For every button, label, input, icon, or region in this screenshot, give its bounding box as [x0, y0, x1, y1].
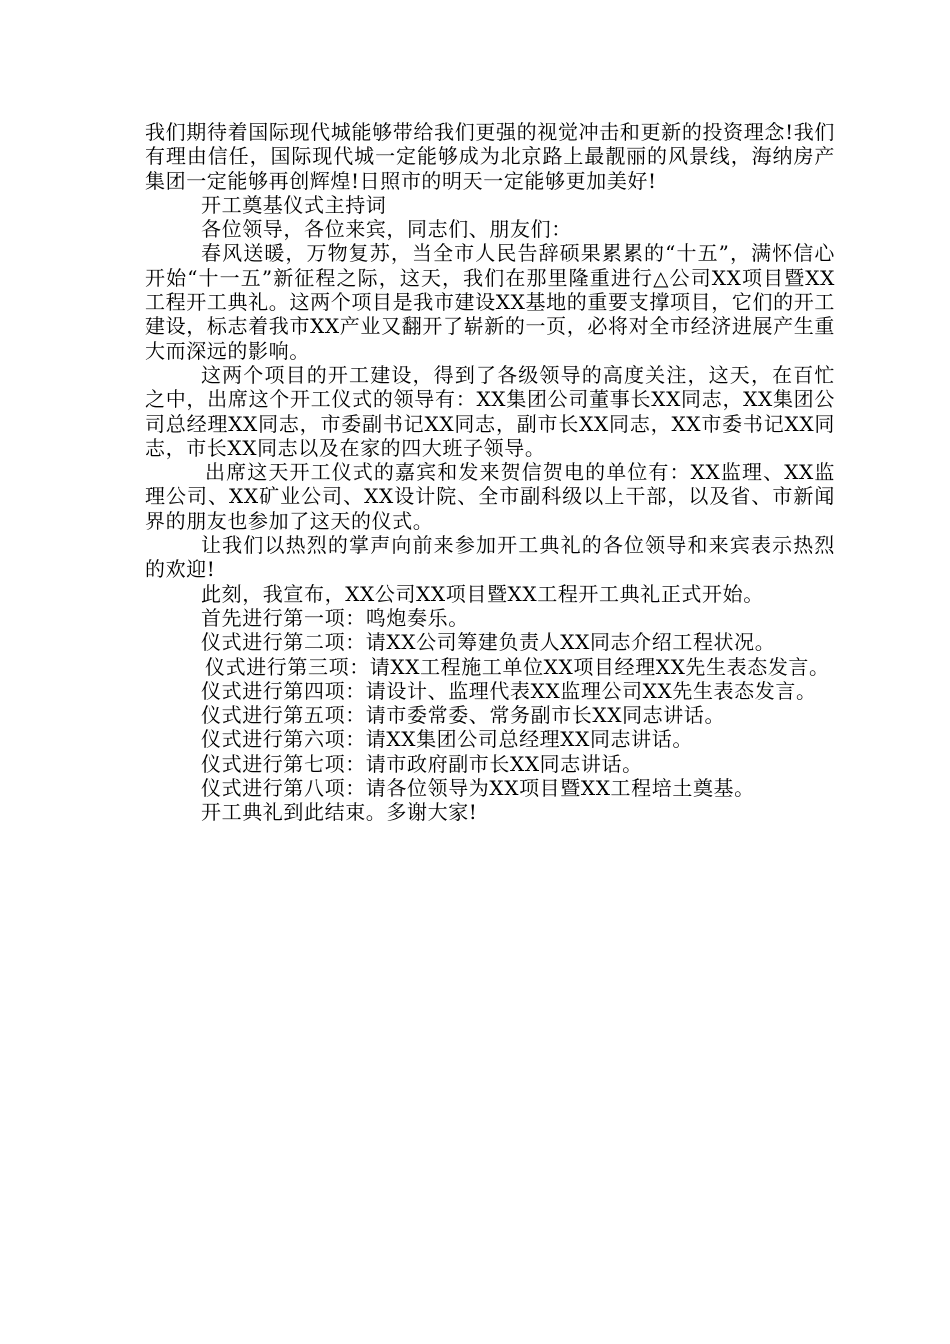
ceremony-item-1: 首先进行第一项：鸣炮奏乐。 [201, 605, 469, 630]
ceremony-item-5: 仪式进行第五项：请市委常委、常务副市长XX同志讲话。 [201, 703, 726, 728]
paragraph-conclusion: 开工典礼到此结束。多谢大家! [201, 800, 478, 825]
ceremony-item-8: 仪式进行第八项：请各位领导为XX项目暨XX工程培土奠基。 [201, 776, 755, 801]
ceremony-item-4: 仪式进行第四项：请设计、监理代表XX监理公司XX先生表态发言。 [201, 678, 817, 703]
paragraph-announcement: 此刻，我宣布，XX公司XX项目暨XX工程开工典礼正式开始。 [201, 581, 764, 606]
document-page [145, 120, 835, 825]
ceremony-item-2: 仪式进行第二项：请XX公司筹建负责人XX同志介绍工程状况。 [201, 630, 776, 655]
paragraph-guests: 出席这天开工仪式的嘉宾和发来贺信贺电的单位有：XX监理、XX监理公司、XX矿业公司、XX设计院、全市副科级以上干部，以及省、市新闻界的朋友也参加了这天的仪式。 [145, 460, 835, 533]
paragraph-leaders: 这两个项目的开工建设，得到了各级领导的高度关注，这天，在百忙之中，出席这个开工仪式的领导有：XX集团公司董事长XX同志，XX集团公司总经理XX同志，市委副书记XX同志，副市长XX同志，XX市委书记XX同志，市长XX同志以及在家的四大班子领导。 [145, 362, 835, 460]
ceremony-item-6: 仪式进行第六项：请XX集团公司总经理XX同志讲话。 [201, 727, 693, 752]
ceremony-item-7: 仪式进行第七项：请市政府副市长XX同志讲话。 [201, 751, 643, 776]
paragraph-opening: 春风送暖，万物复苏，当全市人民告辞硕果累累的“十五”，满怀信心开始“十一五”新征程之际，这天，我们在那里隆重进行△公司XX项目暨XX工程开工典礼。这两个项目是我市建设XX基地的重要支撑项目，它们的开工建设，标志着我市XX产业又翻开了崭新的一页，必将对全市经济进展产生重大而深远的影响。 [145, 241, 835, 363]
paragraph-salutation: 各位领导，各位来宾，同志们、朋友们： [201, 217, 572, 242]
paragraph-welcome: 让我们以热烈的掌声向前来参加开工典礼的各位领导和来宾表示热烈的欢迎! [145, 533, 835, 582]
paragraph-closing-remarks: 我们期待着国际现代城能够带给我们更强的视觉冲击和更新的投资理念!我们有理由信任，国际现代城一定能够成为北京路上最靓丽的风景线，海纳房产集团一定能够再创辉煌!日照市的明天一定能够更加美好! [145, 120, 835, 193]
section-title: 开工奠基仪式主持词 [201, 192, 387, 217]
ceremony-item-3: 仪式进行第三项：请XX工程施工单位XX项目经理XX先生表态发言。 [205, 654, 830, 679]
